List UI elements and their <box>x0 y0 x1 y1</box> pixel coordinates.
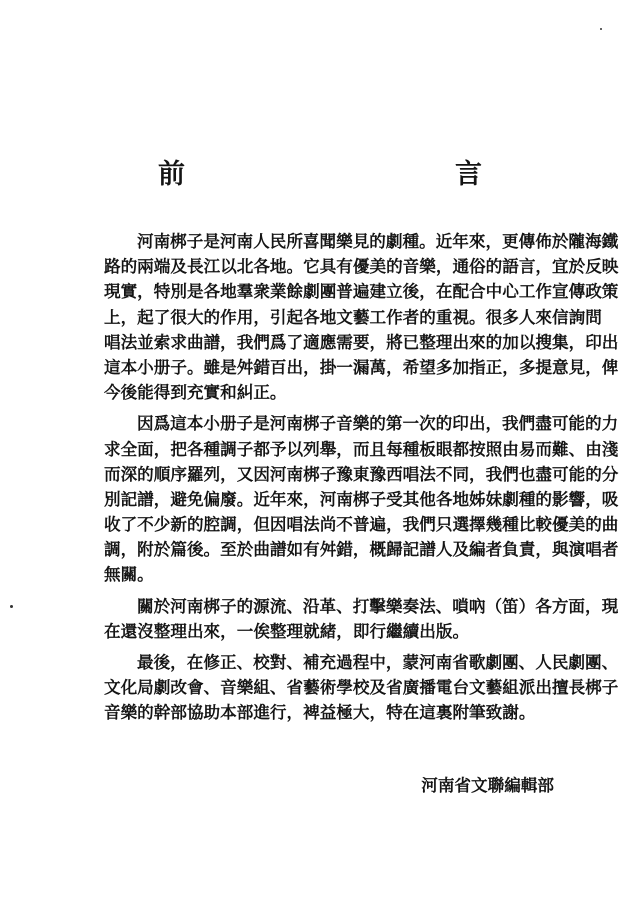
text-line: 最後，在修正、校對、補充過程中，蒙河南省歌劇團、人民劇團、 <box>137 652 619 672</box>
paragraph <box>104 594 628 644</box>
text-line: 上，起了很大的作用，引起各地文藝工作者的重視。很多人來信詢問 <box>104 306 602 327</box>
signature: 河南省文聯編輯部 <box>421 775 554 795</box>
text-line: 唱法並索求曲譜，我們爲了適應需要，將已整理出來的加以搜集，印出 <box>104 331 619 352</box>
paragraph <box>104 411 628 587</box>
scan-speck <box>600 28 602 30</box>
text-line: 而深的順序羅列，又因河南梆子豫東豫西唱法不同，我們也盡可能的分 <box>104 463 619 484</box>
text-line: 別記譜，避免偏廢。近年來，河南梆子受其他各地姊妹劇種的影響，吸 <box>104 488 619 509</box>
text-line: 收了不少新的腔調，但因唱法尚不普遍，我們只選擇幾種比較優美的曲 <box>104 514 619 535</box>
paragraph <box>104 229 628 405</box>
text-line: 關於河南梆子的源流、沿革、打擊樂奏法、嗩吶（笛）各方面，現 <box>137 595 619 616</box>
text-line: 這本小册子。雖是舛錯百出，掛一漏萬，希望多加指正，多提意見，俾 <box>104 356 619 377</box>
text-line: 河南梆子是河南人民所喜聞樂見的劇種。近年來，更傳佈於隴海鐵 <box>137 231 619 251</box>
text-line: 求全面，把各種調子都予以列舉，而且每種板眼都按照由易而難、由淺 <box>104 438 619 459</box>
page-title: 前 言 <box>158 159 554 190</box>
text-line: 無關。 <box>104 564 154 585</box>
text-line: 音樂的幹部協助本部進行，裨益極大，特在這裏附筆致謝。 <box>104 702 536 723</box>
text-line: 在還沒整理出來，一俟整理就緒，即行繼續出版。 <box>104 620 470 641</box>
preface-body <box>104 229 628 726</box>
scan-speck <box>10 605 13 608</box>
text-line: 文化局劇改會、音樂組、省藝術學校及省廣播電台文藝組派出擅長梆子 <box>104 677 619 698</box>
paragraph <box>104 650 628 726</box>
text-line: 路的兩端及長江以北各地。它具有優美的音樂，通俗的語言，宜於反映 <box>104 256 619 277</box>
text-line: 因爲這本小册子是河南梆子音樂的第一次的印出，我們盡可能的力 <box>137 413 619 434</box>
text-line: 現實，特別是各地羣衆業餘劇團普遍建立後，在配合中心工作宣傳政策 <box>104 281 619 302</box>
text-line: 調，附於篇後。至於曲譜如有舛錯，概歸記譜人及編者負責，與演唱者 <box>104 539 619 560</box>
text-line: 今後能得到充實和糾正。 <box>104 382 287 403</box>
